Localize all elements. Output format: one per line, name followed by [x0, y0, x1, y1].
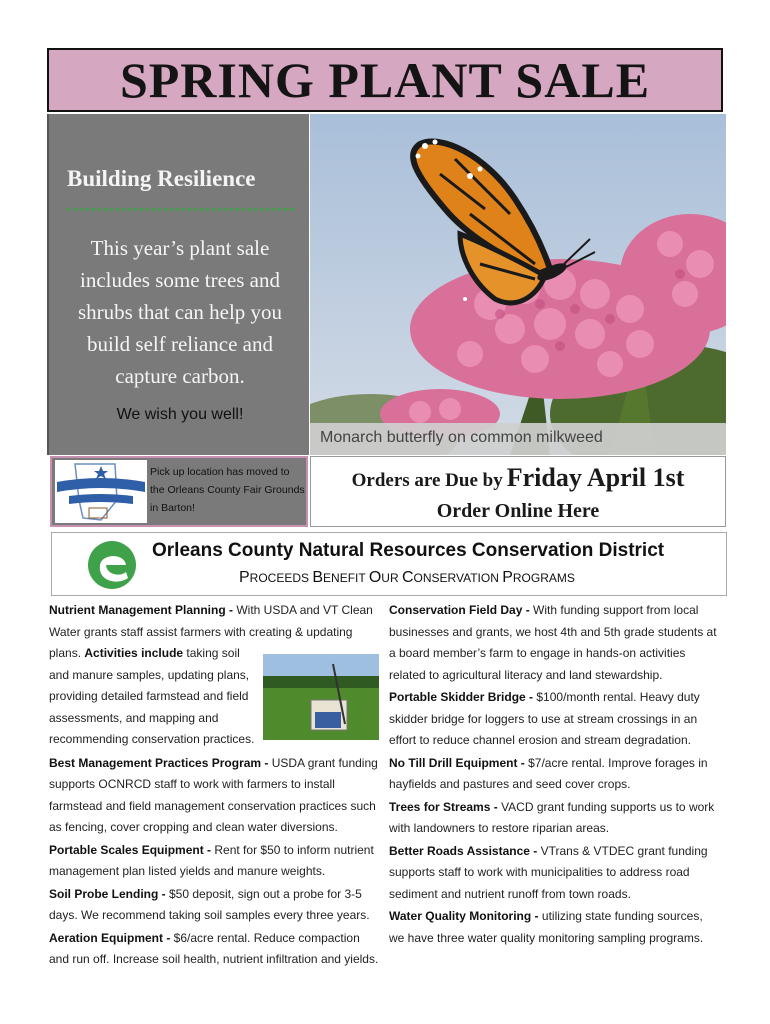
ocnrcd-logo-icon	[86, 538, 138, 592]
program-title: No Till Drill Equipment -	[389, 755, 529, 770]
program-title: Better Roads Assistance -	[389, 843, 541, 858]
orders-due-label: Orders are Due by	[351, 470, 503, 491]
photo-caption: Monarch butterfly on common milkweed	[320, 429, 603, 446]
program-title: Best Management Practices Program -	[49, 755, 272, 770]
program-item	[389, 841, 719, 906]
program-text: With funding support from local businesses and grants, we host 4th and 5th grade students at a board member’s farm to engage in hands-on activities related to agricultural literacy and land stewardship.	[389, 603, 717, 682]
program-subtitle: Activities include	[84, 646, 184, 660]
program-item	[389, 906, 719, 949]
page-title: SPRING PLANT SALE	[119, 52, 651, 108]
program-item	[389, 687, 719, 752]
org-subtitle-part: ENEFIT	[323, 571, 369, 585]
resilience-heading: Building Resilience	[67, 166, 256, 191]
org-header	[51, 532, 727, 596]
org-subtitle-part: ONSERVATION	[413, 571, 503, 585]
butterfly-milkweed-image	[310, 114, 726, 455]
dotted-divider	[67, 208, 293, 211]
org-subtitle-part: C	[401, 569, 414, 586]
program-title: Water Quality Monitoring -	[389, 909, 542, 923]
program-item	[49, 884, 379, 927]
program-title: Conservation Field Day -	[389, 603, 534, 617]
program-item	[389, 753, 719, 796]
field-probe-photo	[263, 654, 379, 740]
program-text: VACD grant funding supports us to work with landowners to restore riparian areas.	[389, 799, 715, 835]
program-text: $7/acre rental. Improve forages in hayfields and pastures and seed cover crops.	[389, 755, 708, 791]
org-subtitle-part: P	[239, 569, 250, 586]
wish-text: We wish you well!	[116, 406, 244, 423]
programs-right-column	[389, 600, 719, 950]
program-item	[49, 600, 379, 751]
program-title: Trees for Streams -	[389, 799, 502, 814]
program-item	[389, 600, 719, 686]
org-subtitle	[239, 569, 575, 587]
program-text: $50 deposit, sign out a probe for 3-5 days. We recommend taking soil samples every three years.	[49, 886, 370, 922]
org-subtitle-part: ROCEEDS	[249, 571, 313, 585]
program-item	[49, 840, 379, 883]
program-title: Portable Skidder Bridge -	[389, 690, 537, 704]
org-subtitle-part: O	[368, 569, 382, 586]
pickup-text: Pick up location has moved to the Orleans County Fair Grounds in Barton!	[150, 466, 305, 514]
program-text: utilizing state funding sources, we have three water quality monitoring sampling programs.	[389, 909, 704, 945]
program-title: Aeration Equipment -	[49, 930, 174, 945]
org-subtitle-part: UR	[381, 571, 402, 585]
photo-caption-bar	[310, 423, 726, 455]
program-text: $6/acre rental. Reduce compaction and run off. Increase soil health, nutrient infiltration and yields.	[49, 930, 379, 966]
program-text: With USDA and VT Clean Water grants staff assist farmers with creating & updating plans.	[49, 603, 373, 660]
org-subtitle-part: B	[312, 569, 324, 586]
pickup-notice	[50, 456, 308, 527]
programs-left-column	[49, 600, 379, 972]
org-subtitle-part: ROGRAMS	[512, 571, 575, 585]
orders-box	[310, 456, 726, 527]
program-item	[389, 797, 719, 840]
program-text: taking soil and manure samples, updating plans, providing detailed farmstead and field assessments, and mapping and recommending conservation practices.	[49, 646, 255, 746]
org-name: Orleans County Natural Resources Conservation District	[152, 540, 665, 561]
program-text: Rent for $50 to inform nutrient management plan listed yields and manure weights.	[49, 842, 374, 878]
program-text: $100/month rental. Heavy duty skidder bridge for loggers to use at stream crossings in an effort to reduce channel erosion and stream degradation.	[389, 690, 700, 747]
title-banner	[47, 48, 723, 112]
orders-due-date: Friday April 1st	[506, 463, 685, 492]
program-title: Nutrient Management Planning -	[49, 603, 237, 617]
org-subtitle-part: P	[502, 569, 513, 586]
program-title: Soil Probe Lending -	[49, 886, 169, 901]
program-text: VTrans & VTDEC grant funding supports staff to work with municipalities to address road sediment and nutrient runoff from town roads.	[389, 843, 708, 901]
resilience-body: This year’s plant sale includes some trees and shrubs that can help you build self reliance and capture carbon.	[77, 236, 283, 388]
orleans-county-fair-logo	[55, 460, 147, 523]
program-item	[49, 928, 379, 971]
program-text: USDA grant funding supports OCNRCD staff to work with farmers to install farmstead and field management conservation practices such as fencing, cover cropping and clean water diversions.	[49, 755, 378, 834]
monarch-photo	[310, 114, 726, 455]
program-item	[49, 753, 379, 839]
orders-due-line	[311, 463, 725, 493]
resilience-panel	[47, 114, 309, 455]
program-title: Portable Scales Equipment -	[49, 842, 215, 857]
order-online-link[interactable]: Order Online Here	[436, 500, 600, 522]
